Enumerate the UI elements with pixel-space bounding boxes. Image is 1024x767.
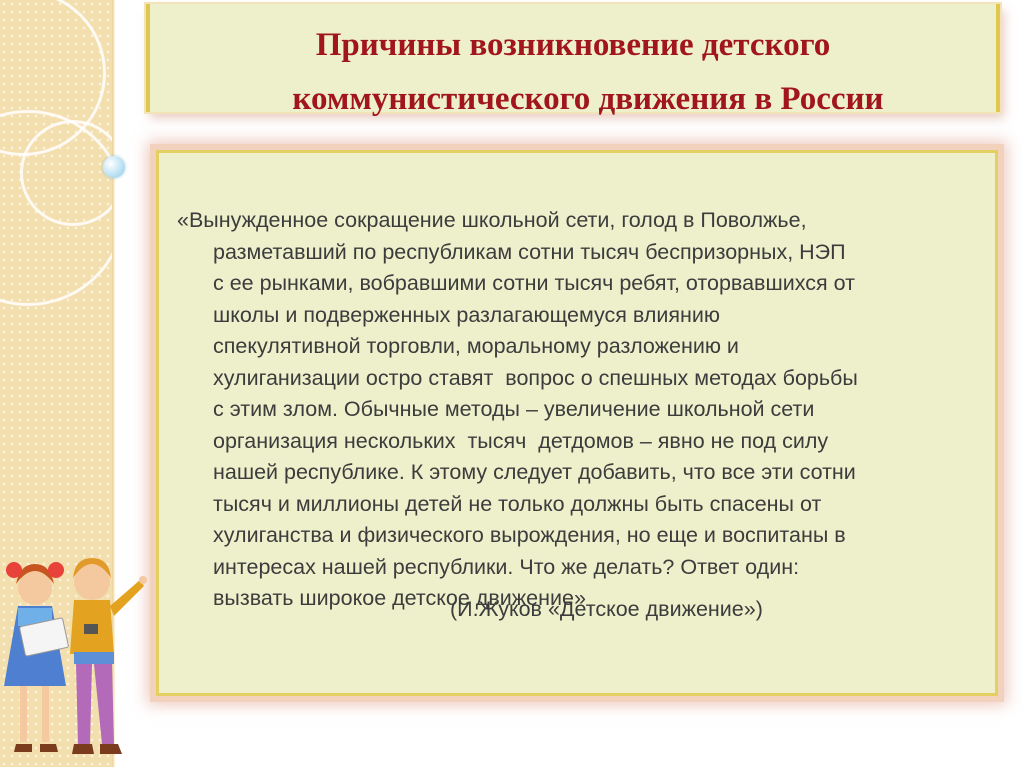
quote-line: вызвать широкое детское движение» <box>213 586 586 610</box>
quote-line: тысяч и миллионы детей не только должны быть спасены от <box>213 491 822 516</box>
quote-line: с этим злом. Обычные методы – увеличение школьной сети <box>213 397 815 421</box>
title-panel <box>146 4 1000 117</box>
quote-line: с ее рынками, вобравшими сотни тысяч ребят, оторвавшихся от <box>213 271 855 295</box>
title-line-2: коммунистического движения в России <box>292 81 884 117</box>
quote-line: хулиганства и физического вырождения, но еще и воспитаны в <box>213 523 846 547</box>
quote-text <box>177 205 983 615</box>
slide-title <box>150 18 996 126</box>
quote-line: интересах нашей республики. Что же делать? Ответ один: <box>213 554 800 579</box>
quote-line: школы и подверженных разлагающемуся влиянию <box>213 302 721 327</box>
title-line-1: Причины возникновение детского <box>315 27 831 63</box>
quote-line: хулиганизации остро ставят вопрос о спешных методах борьбы <box>213 365 858 390</box>
quote-line: разметавший по республикам сотни тысяч беспризорных, НЭП <box>213 239 846 264</box>
children-illustration <box>0 548 150 767</box>
quote-author-text: (И.Жуков «Детское движение») <box>450 597 763 621</box>
boy-figure <box>70 558 147 754</box>
quote-line: «Вынужденное сокращение школьной сети, голод в Поволжье, <box>177 208 807 232</box>
quote-line: организация нескольких тысяч детдомов – явно не под силу <box>213 428 829 453</box>
quote-line: спекулятивной торговли, моральному разложению и <box>213 334 739 358</box>
girl-figure <box>4 562 69 752</box>
decorative-bubble <box>103 156 125 178</box>
quote-line: нашей республике. К этому следует добавить, что все эти сотни <box>213 460 856 484</box>
